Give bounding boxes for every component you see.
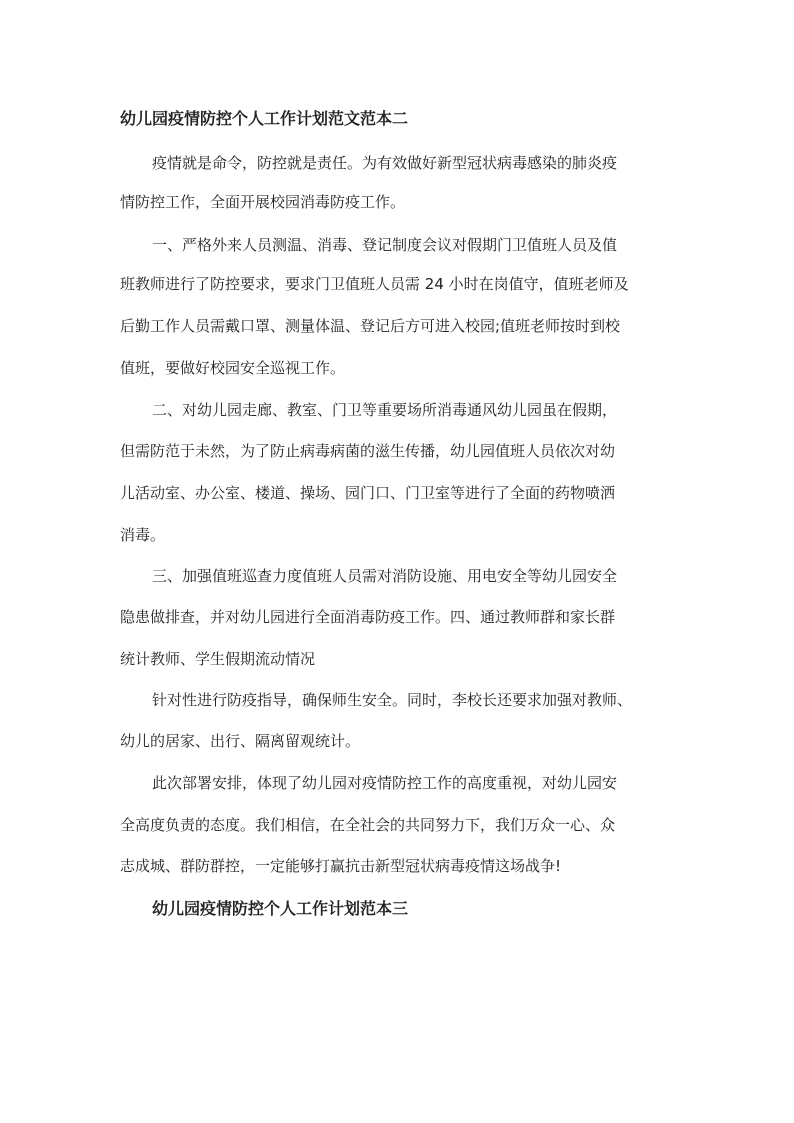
paragraph-line: 全高度负责的态度。我们相信，在全社会的共同努力下，我们万众一心、众 xyxy=(120,816,616,834)
paragraph-line: 此次部署安排，体现了幼儿园对疫情防控工作的高度重视，对幼儿园安 xyxy=(152,774,618,792)
paragraph-line: 一、严格外来人员测温、消毒、登记制度会议对假期门卫值班人员及值 xyxy=(152,236,618,254)
paragraph-line: 值班，要做好校园安全巡视工作。 xyxy=(120,359,346,377)
paragraph-line: 情防控工作，全面开展校园消毒防疫工作。 xyxy=(120,193,406,211)
next-section-title: 幼儿园疫情防控个人工作计划范本三 xyxy=(152,899,409,918)
paragraph-line: 后勤工作人员需戴口罩、测量体温、登记后方可进入校园;值班老师按时到校 xyxy=(120,317,621,335)
paragraph-line: 但需防范于未然，为了防止病毒病菌的滋生传播，幼儿园值班人员依次对幼 xyxy=(120,442,616,460)
paragraph-line: 针对性进行防疫指导，确保师生安全。同时，李校长还要求加强对教师、 xyxy=(152,691,633,709)
paragraph-line: 疫情就是命令，防控就是责任。为有效做好新型冠状病毒感染的肺炎疫 xyxy=(152,154,618,172)
paragraph-line: 统计教师、学生假期流动情况 xyxy=(120,650,316,668)
paragraph-line: 二、对幼儿园走廊、教室、门卫等重要场所消毒通风幼儿园虽在假期， xyxy=(152,401,618,419)
paragraph-line: 消毒。 xyxy=(120,526,166,544)
paragraph-line: 志成城、群防群控，一定能够打赢抗击新型冠状病毒疫情这场战争! xyxy=(120,857,562,875)
paragraph-line: 隐患做排查，并对幼儿园进行全面消毒防疫工作。四、通过教师群和家长群 xyxy=(120,608,616,626)
document-title: 幼儿园疫情防控个人工作计划范文范本二 xyxy=(120,109,409,128)
paragraph-line: 班教师进行了防控要求，要求门卫值班人员需 24 小时在岗值守，值班老师及 xyxy=(120,275,629,293)
paragraph-line: 儿活动室、办公室、楼道、操场、园门口、门卫室等进行了全面的药物喷洒 xyxy=(120,484,616,502)
paragraph-line: 幼儿的居家、出行、隔离留观统计。 xyxy=(120,732,361,750)
paragraph-line: 三、加强值班巡查力度值班人员需对消防设施、用电安全等幼儿园安全 xyxy=(152,567,618,585)
